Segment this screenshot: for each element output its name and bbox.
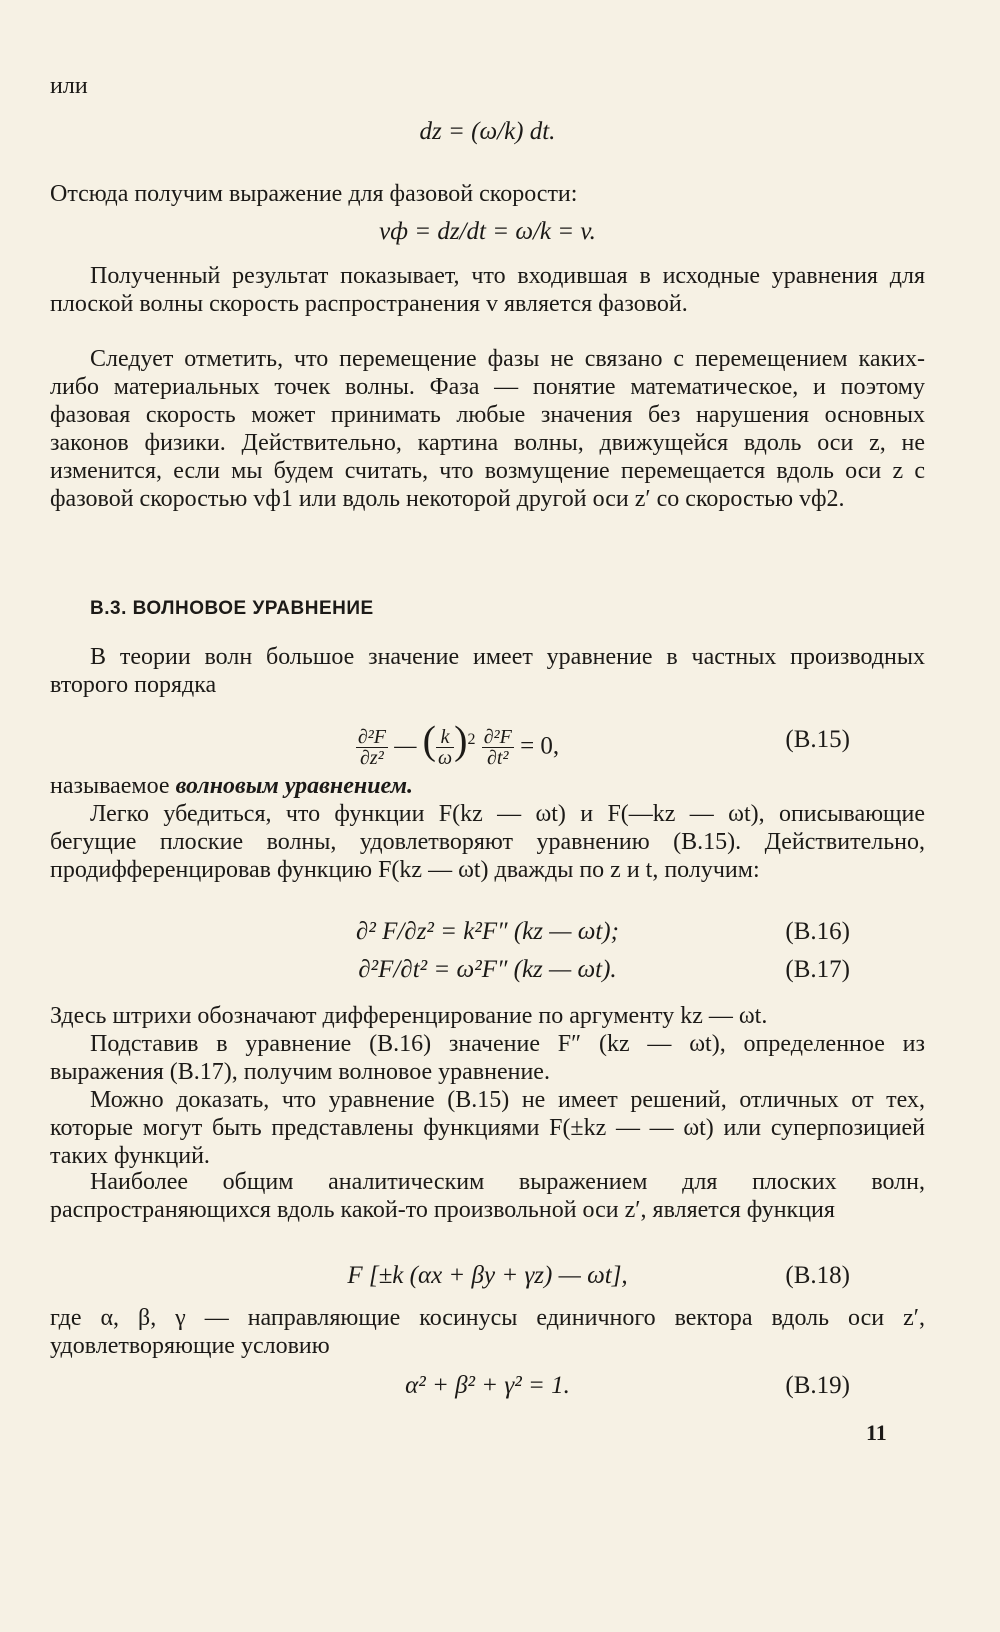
paragraph-easy: Легко убедиться, что функции F(kz — ωt) и F(—kz — ωt), описывающие бегущие плоские волны, удовлетворяют уравнению (В.15). Действительно, продифференцировав функцию F(kz — ωt) дважды по z и t, получим: — [50, 801, 925, 883]
paragraph-general: Наиболее общим аналитическим выражением для плоских волн, распространяющихся вдоль какой-то произвольной оси z′, является функция — [50, 1169, 925, 1223]
equation-b17-text: ∂²F/∂t² = ω²F″ (kz — ωt). — [358, 956, 617, 983]
paragraph-substitute: Подставив в уравнение (В.16) значение F″ (kz — ωt), определенное из выражения (В.17), получим волновое уравнение. — [50, 1031, 925, 1085]
paragraph-result: Полученный результат показывает, что входившая в исходные уравнения для плоской волны скорость распространения v является фазовой. — [50, 263, 925, 317]
paragraph-called — [50, 772, 925, 800]
fraction-k-omega: $\frac{k}{\omega}$ — [438, 726, 453, 770]
equation-number-b19: (В.19) — [785, 1372, 850, 1399]
equation-b19-text: α² + β² + γ² = 1. — [405, 1372, 570, 1399]
equation-b18-text: F [±k (αx + βy + γz) — ωt], — [347, 1262, 628, 1289]
equation-b19 — [50, 1366, 925, 1406]
equation-wave-formula: $\frac{\text{∂²F}}{\text{∂z²}}$ — ( $\frac{k}{\omega}$ )$^2$ $\frac{\text{∂²F}}{\text{∂t²}}$ = 0, — [357, 717, 560, 770]
paragraph-theory: В теории волн большое значение имеет уравнение в частных производных второго порядка — [50, 644, 925, 698]
equation-b18 — [50, 1256, 925, 1296]
equation-b16 — [50, 912, 925, 952]
text-ili: или — [50, 73, 88, 99]
equation-number-b17: (В.17) — [785, 956, 850, 983]
paragraph-phase-intro: Отсюда получим выражение для фазовой скорости: — [50, 181, 578, 207]
paragraph-note: Следует отметить, что перемещение фазы не связано с перемещением каких-либо материальных точек волны. Фаза — понятие математическое, и поэтому фазовая скорость может принимать любые значения без нарушения основных законов физики. Действительно, картина волны, движущейся вдоль оси z, не изменится, если мы будем считать, что возмущение перемещается вдоль оси z с фазовой скоростью vф1 или вдоль некоторой другой оси z′ со скоростью vф2. — [50, 346, 925, 512]
page-number: 11 — [866, 1420, 887, 1445]
term-wave-equation: волновым уравнением. — [175, 773, 414, 799]
section-heading: В.3. ВОЛНОВОЕ УРАВНЕНИЕ — [90, 598, 374, 619]
equation-b16-text: ∂² F/∂z² = k²F″ (kz — ωt); — [356, 918, 619, 945]
fraction-d2f-dz2: $\frac{\text{∂²F}}{\text{∂z²}}$ — [357, 726, 386, 770]
equation-dz-text: dz = (ω/k) dt. — [419, 118, 556, 145]
fraction-d2f-dt2: $\frac{\text{∂²F}}{\text{∂t²}}$ — [483, 726, 512, 770]
paragraph-prove: Можно доказать, что уравнение (В.15) не имеет решений, отличных от тех, которые могут быть представлены функциями F(±kz — — ωt) или суперпозицией таких функций. — [50, 1087, 925, 1169]
equation-dz — [50, 112, 925, 152]
equation-b17 — [50, 950, 925, 990]
paragraph-strokes: Здесь штрихи обозначают дифференцирование по аргументу kz — ωt. — [50, 1003, 768, 1029]
equation-number-b15: (В.15) — [785, 726, 850, 753]
equation-wave — [50, 712, 925, 768]
equation-phase-velocity: vф = dz/dt = ω/k = v. — [379, 218, 596, 245]
paragraph-where: где α, β, γ — направляющие косинусы единичного вектора вдоль оси z′, удовлетворяющие условию — [50, 1305, 925, 1359]
equation-number-b18: (В.18) — [785, 1262, 850, 1289]
called-prefix: называемое — [50, 773, 170, 799]
equation-number-b16: (В.16) — [785, 918, 850, 945]
